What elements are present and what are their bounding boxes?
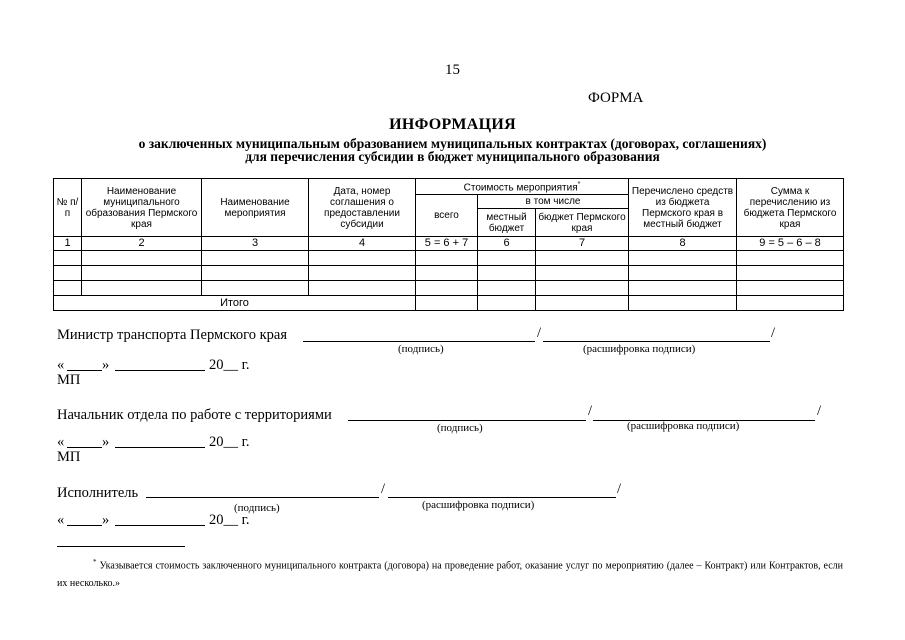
column-number: 5 = 6 + 7 <box>416 237 478 251</box>
total-label: Итого <box>54 296 416 311</box>
quote-close: » <box>102 512 110 528</box>
day-field[interactable] <box>67 447 102 448</box>
minister-label: Министр транспорта Пермского края <box>57 327 288 343</box>
head-label: Начальник отдела по работе с территориями <box>57 407 332 423</box>
page-number: 15 <box>445 62 460 78</box>
footnote-mark: * <box>577 181 581 189</box>
footnote <box>57 553 843 593</box>
mp-label: МП <box>57 372 81 388</box>
column-number: 3 <box>202 237 309 251</box>
year-field: 20__ г. <box>209 357 250 373</box>
document-title: ИНФОРМАЦИЯ <box>389 116 516 133</box>
column-number: 1 <box>54 237 82 251</box>
day-field[interactable] <box>67 525 102 526</box>
column-number: 6 <box>478 237 536 251</box>
sign-hint: (подпись) <box>437 422 483 434</box>
day-field[interactable] <box>67 370 102 371</box>
executor-label: Исполнитель <box>57 485 139 501</box>
header-number: № п/п <box>54 179 82 237</box>
footnote-mark: * <box>93 558 97 566</box>
table-row <box>54 251 844 266</box>
year-field: 20__ г. <box>209 434 250 450</box>
column-numbers-row <box>54 237 844 251</box>
column-number: 7 <box>536 237 629 251</box>
month-field[interactable] <box>115 370 205 371</box>
column-number: 9 = 5 – 6 – 8 <box>737 237 844 251</box>
header-event: Наименование мероприятия <box>202 179 309 237</box>
header-regional-budget: бюджет Пермского края <box>536 209 629 237</box>
month-field[interactable] <box>115 525 205 526</box>
decode-hint: (расшифровка подписи) <box>627 420 740 432</box>
header-total: всего <box>416 195 478 237</box>
quote-open: « <box>57 357 65 373</box>
header-cost-label: Стоимость мероприятия <box>463 182 578 194</box>
decode-hint: (расшифровка подписи) <box>583 343 696 355</box>
slash: / <box>771 325 776 341</box>
slash: / <box>817 403 822 419</box>
quote-close: » <box>102 357 110 373</box>
quote-close: » <box>102 434 110 450</box>
slash: / <box>381 481 386 497</box>
year-field: 20__ г. <box>209 512 250 528</box>
decode-hint: (расшифровка подписи) <box>422 499 535 511</box>
form-label: ФОРМА <box>588 90 644 106</box>
total-row <box>54 296 844 311</box>
head-signature-line[interactable] <box>348 420 586 421</box>
minister-signature-line[interactable] <box>303 341 535 342</box>
column-number: 2 <box>82 237 202 251</box>
month-field[interactable] <box>115 447 205 448</box>
slash: / <box>588 403 593 419</box>
subtitle-line-1: о заключенных муниципальным образованием муниципальных контрактах (договорах, соглашениях) <box>138 136 767 151</box>
header-municipality: Наименование муниципального образования Пермского края <box>82 179 202 237</box>
table-row <box>54 266 844 281</box>
quote-open: « <box>57 512 65 528</box>
document-subtitle <box>60 137 845 163</box>
footnote-divider <box>57 546 185 547</box>
header-transferred: Перечислено средств из бюджета Пермского края в местный бюджет <box>629 179 737 237</box>
column-number: 4 <box>309 237 416 251</box>
executor-signature-line[interactable] <box>146 497 379 498</box>
header-agreement: Дата, номер соглашения о предоставлении субсидии <box>309 179 416 237</box>
executor-decode-line[interactable] <box>388 497 616 498</box>
mp-label: МП <box>57 449 81 465</box>
table-row <box>54 281 844 296</box>
slash: / <box>537 325 542 341</box>
sign-hint: (подпись) <box>234 502 280 514</box>
minister-decode-line[interactable] <box>543 341 770 342</box>
sign-hint: (подпись) <box>398 343 444 355</box>
subtitle-line-2: для перечисления субсидии в бюджет муниципального образования <box>245 149 660 164</box>
header-including: в том числе <box>478 195 629 209</box>
slash: / <box>617 481 622 497</box>
header-local-budget: местный бюджет <box>478 209 536 237</box>
subsidy-table <box>53 178 844 311</box>
column-number: 8 <box>629 237 737 251</box>
footnote-text: Указывается стоимость заключенного муниципального контракта (договора) на проведение работ, оказание услуг по мероприятию (далее – Контракт) или Контрактов, если их несколько.» <box>57 560 844 590</box>
quote-open: « <box>57 434 65 450</box>
header-to-transfer: Сумма к перечислению из бюджета Пермского края <box>737 179 844 237</box>
header-cost-group <box>416 179 629 195</box>
